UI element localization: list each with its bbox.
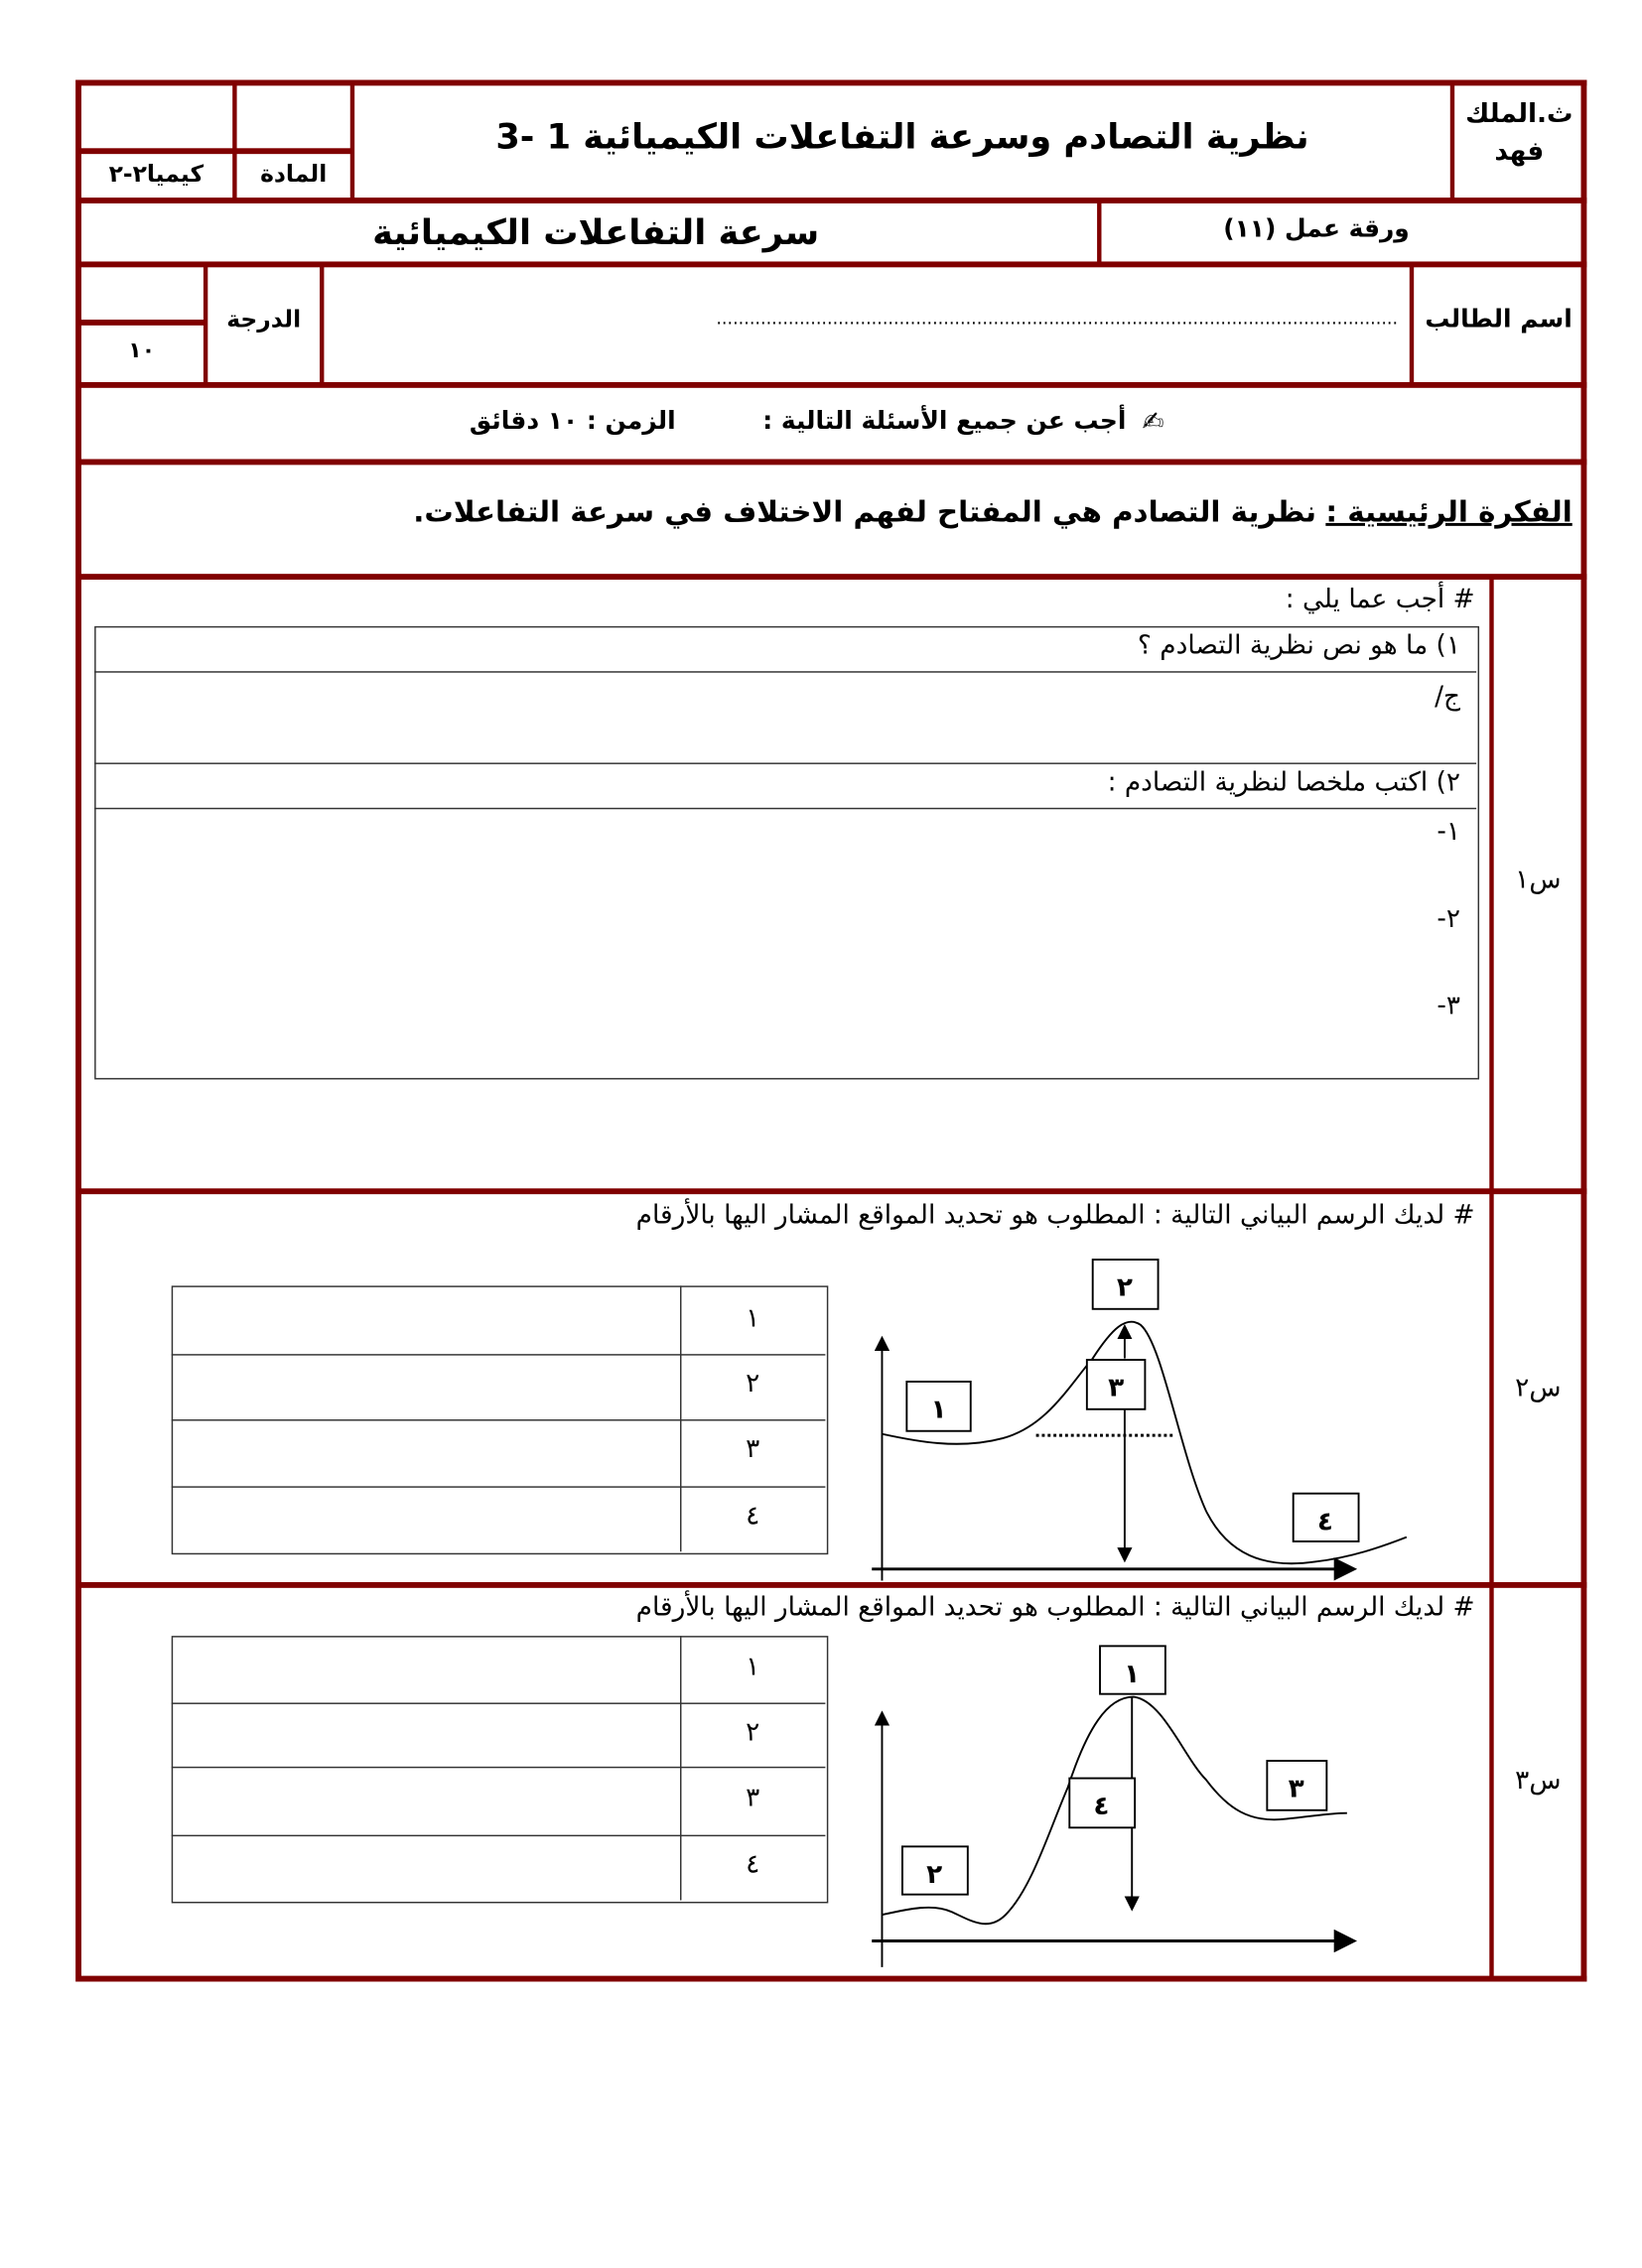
marker-label: ٣ [1288, 1774, 1304, 1804]
marker-label: ٤ [1316, 1507, 1333, 1537]
marker-label: ٤ [1093, 1792, 1110, 1822]
q3-row-number: ٢ [746, 1717, 760, 1748]
q2-row-number: ٢ [746, 1368, 760, 1400]
q3-row-number: ٣ [746, 1782, 760, 1813]
student-name-label: اسم الطالب [1425, 305, 1573, 334]
q3-label: س٣ [1515, 1765, 1562, 1797]
q1-item[interactable]: ١- [1437, 816, 1461, 848]
q1-label: س١ [1515, 864, 1562, 895]
main-idea-label: الفكرة الرئيسية : [1325, 493, 1573, 529]
q1-question-b: ٢) اكتب ملخصا لنظرية التصادم : [1107, 766, 1461, 798]
q1-item[interactable]: ٢- [1437, 903, 1461, 935]
q2-row-number: ١ [746, 1302, 760, 1334]
lesson-title: سرعة التفاعلات الكيميائية [372, 211, 820, 253]
page-title: نظرية التصادم وسرعة التفاعلات الكيميائية 1 -3 [495, 116, 1309, 158]
q3-row-number: ٤ [746, 1849, 760, 1881]
marker-label: ٣ [1108, 1373, 1125, 1403]
q3-energy-diagram [872, 1646, 1351, 1966]
grade-value: ١٠ [128, 336, 156, 363]
grade-label: الدرجة [226, 305, 302, 334]
q2-intro: # لديك الرسم البياني التالية : المطلوب هو تحديد المواقع المشار اليها بالأرقام [635, 1200, 1475, 1231]
q2-row-number: ٣ [746, 1433, 760, 1465]
marker-label: ١ [1124, 1659, 1141, 1689]
instructions: أجب عن جميع الأسئلة التالية : [762, 406, 1127, 437]
q3-row-number: ١ [746, 1652, 760, 1682]
q2-label: س٢ [1515, 1373, 1562, 1403]
worksheet-number: ورقة عمل (١١) [1223, 214, 1410, 244]
q1-item[interactable]: ٣- [1437, 991, 1461, 1021]
q1-question-a: ١) ما هو نص نظرية التصادم ؟ [1137, 630, 1461, 661]
marker-label: ٢ [1116, 1272, 1133, 1303]
q2-energy-diagram [872, 1260, 1407, 1580]
main-idea-text: نظرية التصادم هي المفتاح لفهم الاختلاف في سرعة التفاعلات. [413, 493, 1317, 529]
q1-answer-a[interactable]: ج/ [1435, 681, 1461, 713]
subject-value: كيميا٢-٢ [108, 160, 205, 188]
school-name: ث.الملك فهد [1465, 98, 1574, 168]
time-limit: الزمن : ١٠ دقائق [469, 406, 676, 437]
marker-label: ٢ [926, 1859, 943, 1890]
subject-label: المادة [260, 160, 328, 188]
writing-hand-icon: ✍ [1142, 406, 1164, 438]
marker-label: ١ [930, 1395, 947, 1425]
student-name-field[interactable]: ........................................................................................................................... [716, 308, 1399, 329]
q3-intro: # لديك الرسم البياني التالية : المطلوب هو تحديد المواقع المشار اليها بالأرقام [635, 1592, 1475, 1623]
q2-row-number: ٤ [746, 1501, 760, 1532]
q1-intro: # أجب عما يلي : [1285, 584, 1475, 615]
